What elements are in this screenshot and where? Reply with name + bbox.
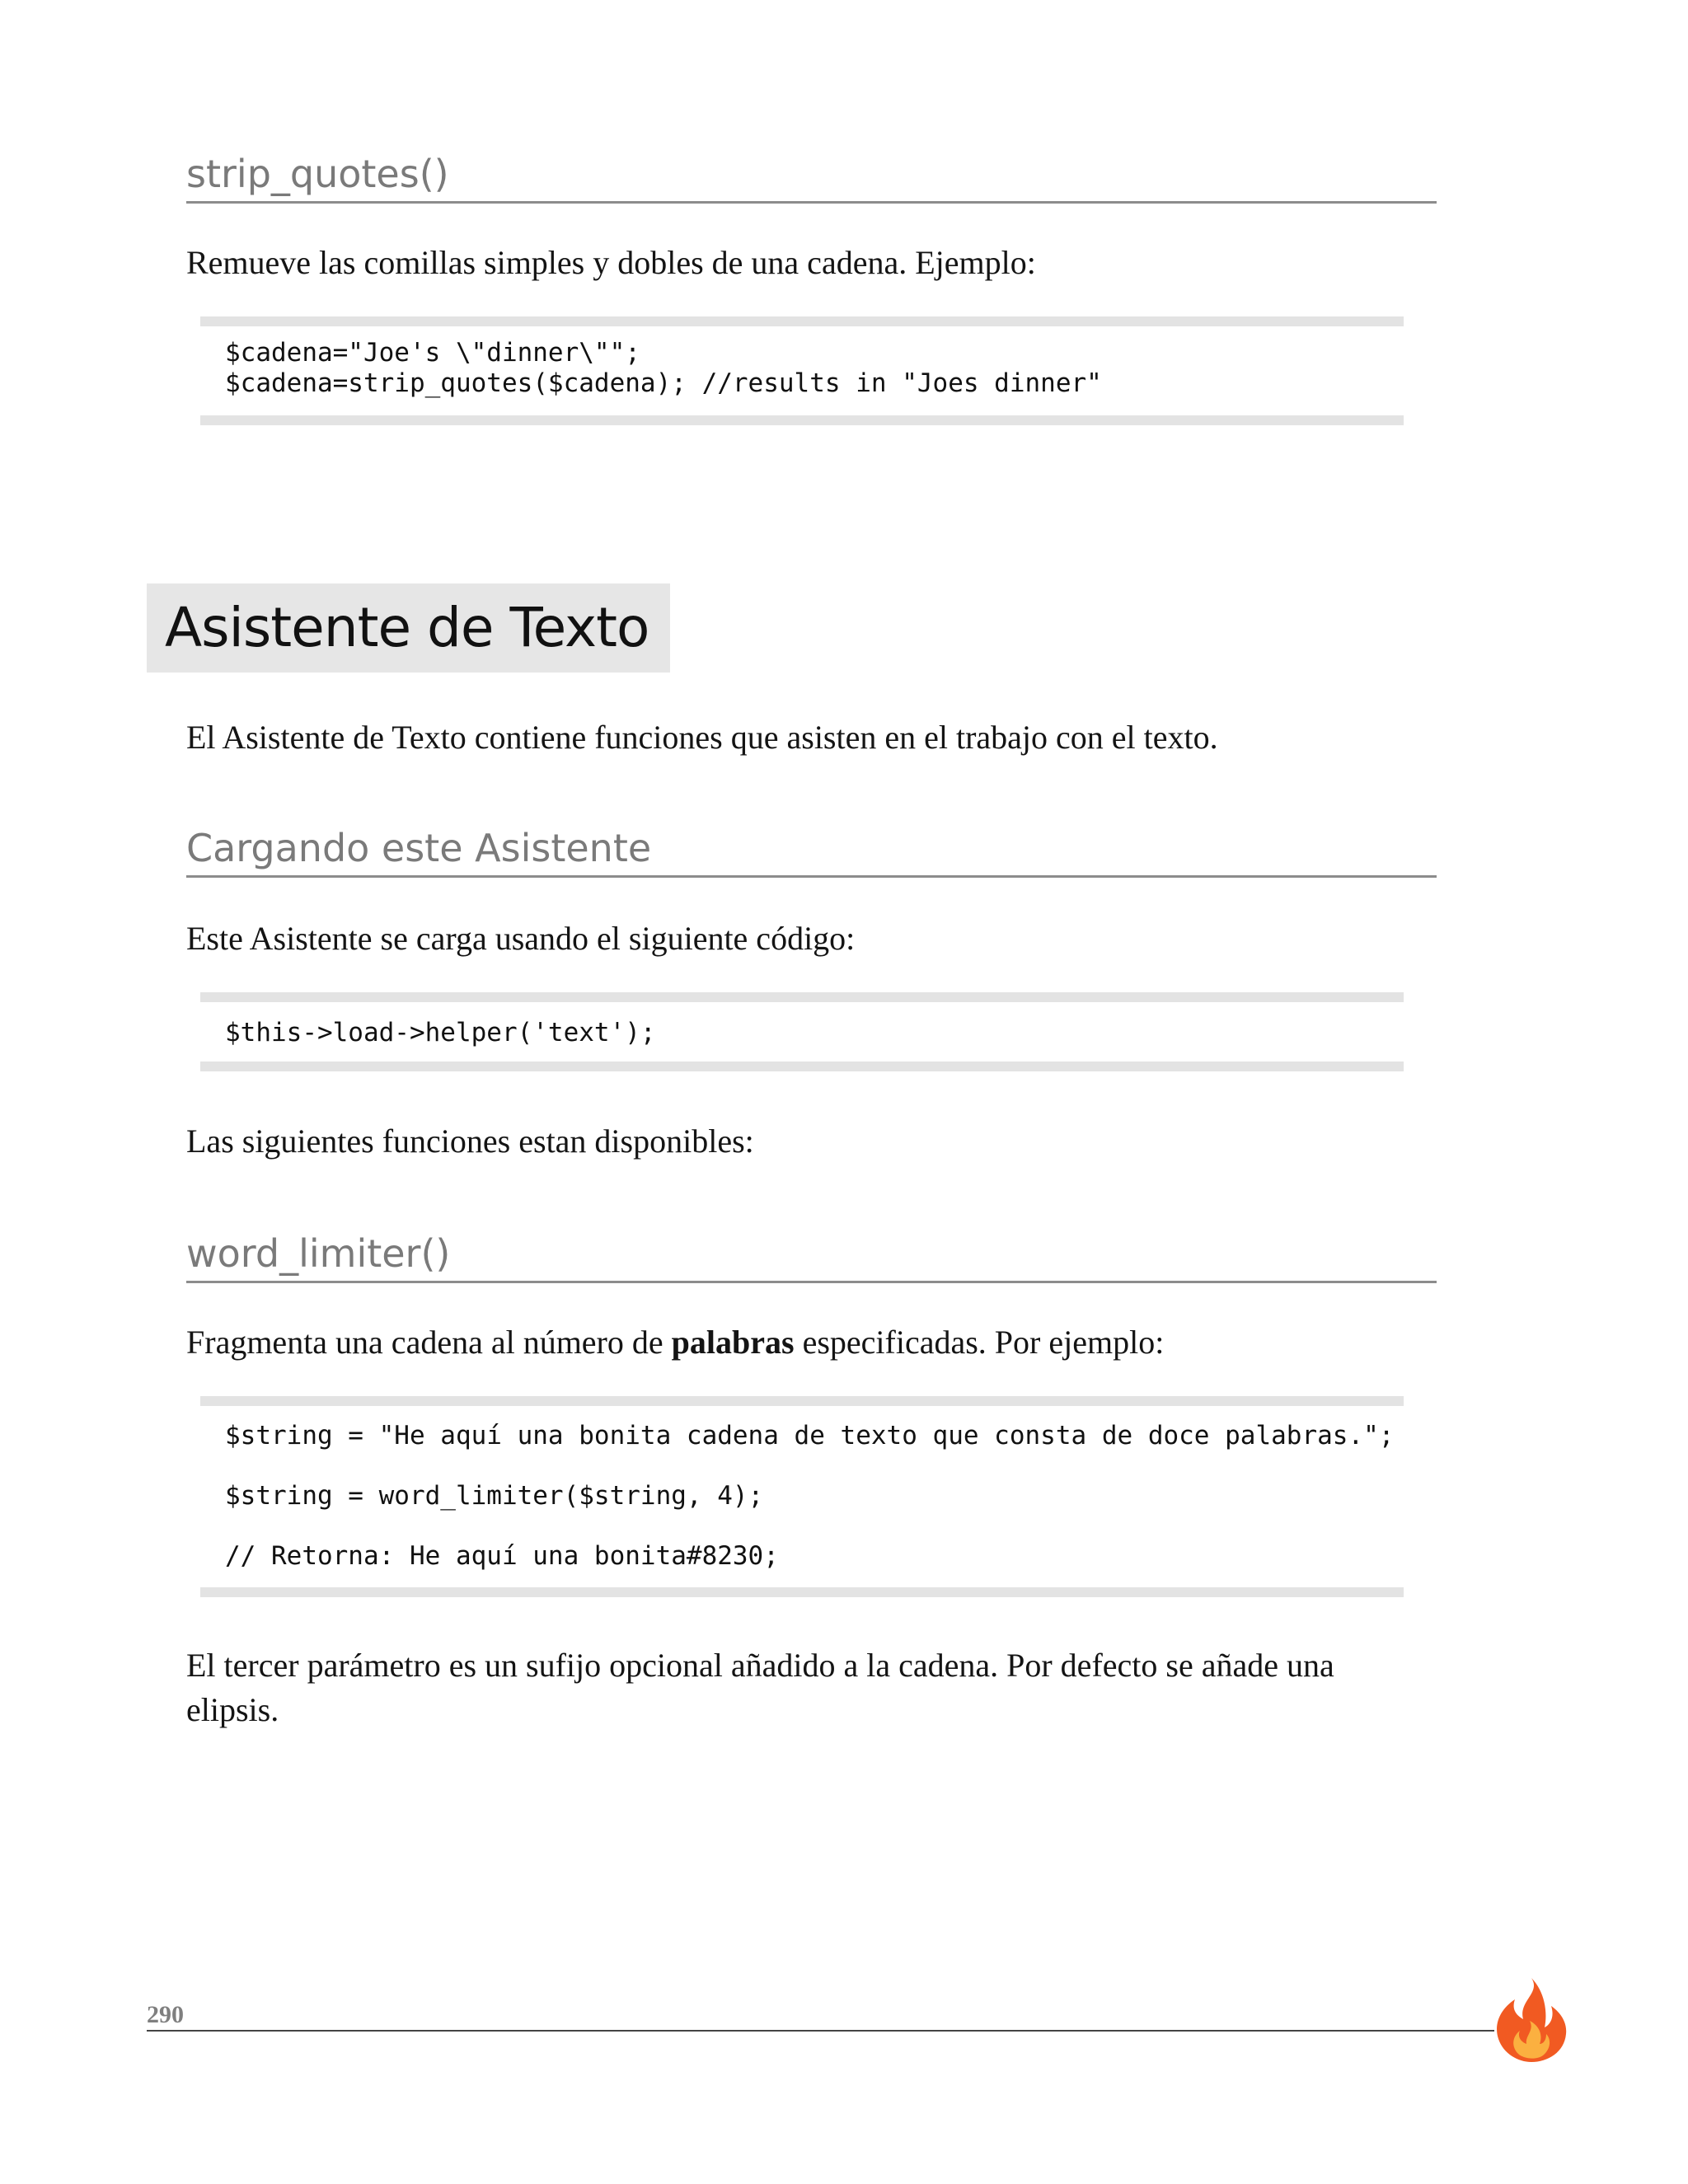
codeigniter-flame-icon (1493, 1976, 1568, 2064)
chapter-title: Asistente de Texto (165, 596, 649, 659)
description-text: Fragmenta una cadena al número de (186, 1324, 672, 1361)
chapter-intro: El Asistente de Texto contiene funciones que asisten en el trabajo con el texto. (186, 719, 1218, 756)
code-line: $cadena=strip_quotes($cadena); //results in "Joes dinner" (225, 368, 1102, 398)
chapter-title-box (147, 583, 670, 673)
strip-quotes-description: Remueve las comillas simples y dobles de una cadena. Ejemplo: (186, 244, 1036, 281)
code-line: $string = word_limiter($string, 4); (225, 1481, 764, 1511)
page-number: 290 (147, 2001, 184, 2028)
description-text: especificadas. Por ejemplo: (794, 1324, 1165, 1361)
word-limiter-note: El tercer parámetro es un sufijo opcional añadido a la cadena. Por defecto se añade una elipsis. (186, 1647, 1334, 1728)
loading-description: Este Asistente se carga usando el siguiente código: (186, 920, 856, 957)
section-heading-strip-quotes: strip_quotes() (186, 155, 1437, 204)
description-bold-word: palabras (671, 1324, 795, 1361)
code-block-load-helper (200, 992, 1404, 1071)
word-limiter-description (186, 1320, 1437, 1365)
functions-available-text: Las siguientes funciones estan disponibles: (186, 1122, 754, 1160)
code-line: // Retorna: He aquí una bonita#8230; (225, 1541, 779, 1571)
code-block-strip-quotes (200, 316, 1404, 425)
footer-rule (147, 2030, 1494, 2032)
code-line: $string = "He aquí una bonita cadena de texto que consta de doce palabras."; (225, 1421, 1395, 1451)
section-heading-loading: Cargando este Asistente (186, 829, 1437, 878)
code-block-word-limiter (200, 1396, 1404, 1597)
code-line: $cadena="Joe's \"dinner\""; (225, 338, 640, 368)
code-line: $this->load->helper('text'); (225, 1018, 656, 1047)
section-heading-word-limiter: word_limiter() (186, 1235, 1437, 1283)
